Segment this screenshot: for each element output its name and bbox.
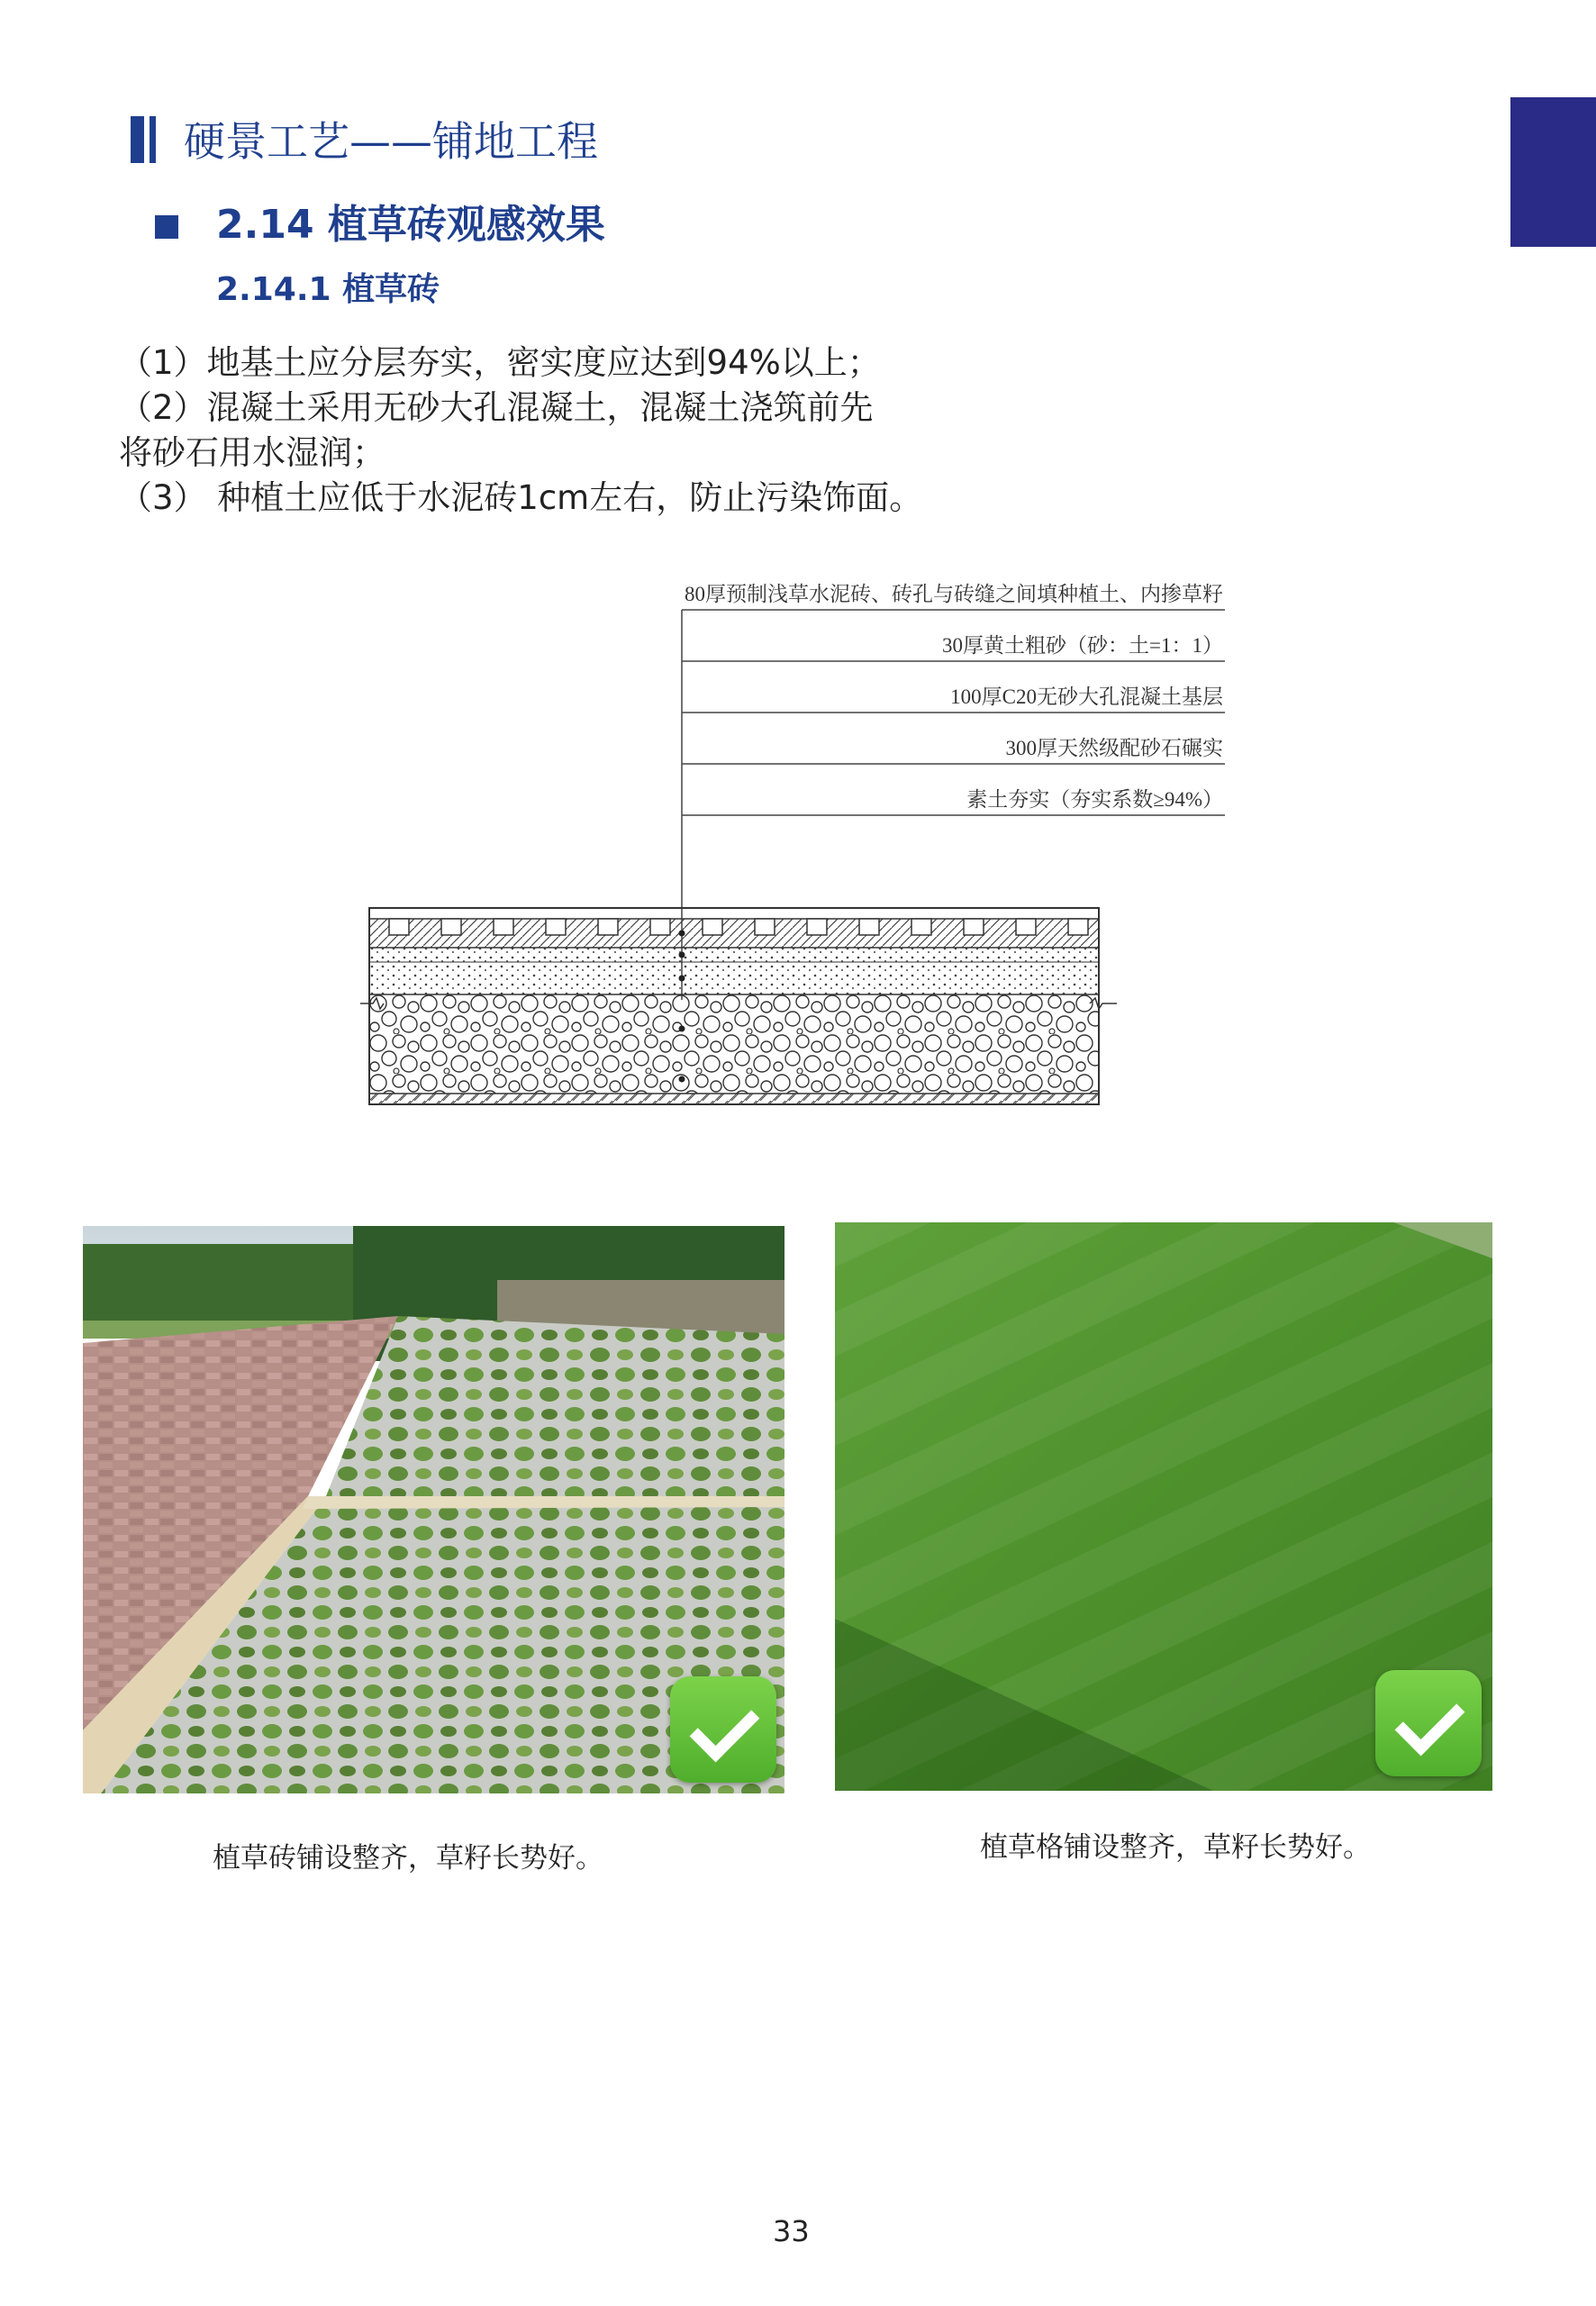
- diagram-label-5: 素土夯实（夯实系数≥94%）: [966, 788, 1223, 811]
- diagram-label-2: 30厚黄土粗砂（砂：土=1：1）: [942, 634, 1223, 657]
- paving-section-diagram: [353, 558, 1223, 1126]
- section-title: 2.14 植草砖观感效果: [216, 202, 605, 248]
- header-accent-bar: [131, 116, 144, 163]
- photo-caption-2: 植草格铺设整齐，草籽长势好。: [980, 1831, 1371, 1864]
- body-line-4: （3） 种植土应低于水泥砖1cm左右，防止污染饰面。: [119, 478, 923, 517]
- section-bullet-icon: [155, 215, 178, 239]
- diagram-label-4: 300厚天然级配砂石碾实: [1005, 737, 1223, 759]
- diagram-label-3: 100厚C20无砂大孔混凝土基层: [950, 685, 1223, 708]
- body-line-3: 将砂石用水湿润；: [119, 433, 385, 472]
- body-line-2: （2）混凝土采用无砂大孔混凝土，混凝土浇筑前先: [119, 388, 874, 427]
- diagram-label-1: 80厚预制浅草水泥砖、砖孔与砖缝之间填种植土、内掺草籽: [685, 583, 1223, 605]
- diagram-layers: [360, 908, 1117, 1104]
- page-number: 33: [773, 2214, 810, 2248]
- photo-grass-paver: [83, 1226, 784, 1793]
- header-accent-bar-thin: [150, 116, 156, 163]
- body-text: [119, 340, 1029, 521]
- photo-grass-grid: [835, 1222, 1492, 1791]
- checkmark-icon: [1375, 1670, 1482, 1776]
- corner-tab: [1510, 97, 1596, 247]
- body-line-1: （1）地基土应分层夯实，密实度应达到94%以上；: [119, 343, 881, 382]
- photo-caption-1: 植草砖铺设整齐，草籽长势好。: [213, 1842, 603, 1875]
- page-header-title: 硬景工艺——铺地工程: [184, 117, 598, 166]
- checkmark-icon: [670, 1676, 776, 1783]
- subsection-title: 2.14.1 植草砖: [216, 271, 440, 308]
